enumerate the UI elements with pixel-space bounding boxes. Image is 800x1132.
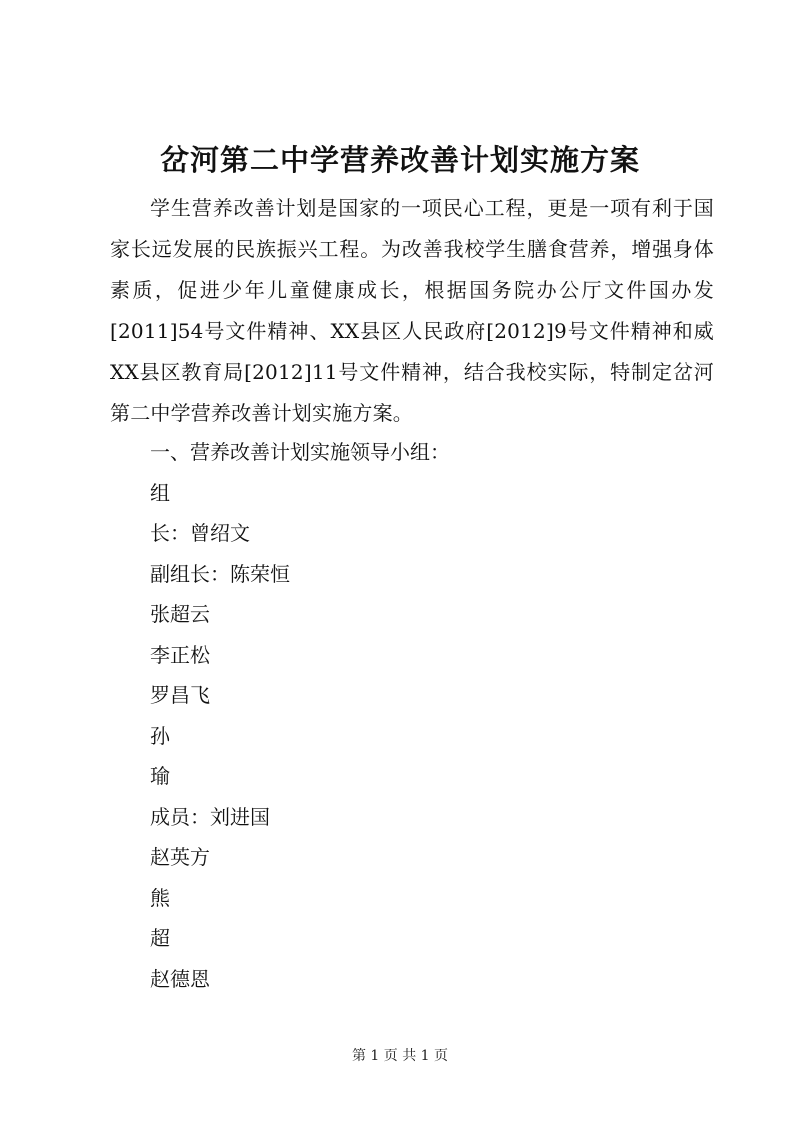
list-item: 赵德恩	[150, 966, 210, 991]
list-item: 李正松	[150, 642, 210, 667]
list-item: 副组长：陈荣恒	[150, 561, 290, 586]
list-item: 赵英方	[150, 845, 210, 869]
list-item: 张超云	[150, 602, 210, 626]
intro-paragraph: 学生营养改善计划是国家的一项民心工程，更是一项有利于国家长远发展的民族振兴工程。为改善我校学生膳食营养，增强身体素质，促进少年儿童健康成长，根据国务院办公厅文件国办发[2011]54号文件精神、XX县区人民政府[2012]9号文件精神和威XX县区教育局[2012]11号文件精神，结合我校实际，特制定岔河第二中学营养改善计划实施方案。	[110, 196, 714, 425]
list-item: 熊	[150, 885, 170, 910]
list-item: 成员：刘进国	[150, 804, 270, 829]
list-item: 组	[150, 480, 170, 505]
list-item: 瑜	[150, 764, 170, 788]
list-item: 孙	[150, 723, 170, 748]
leadership-group-list	[150, 432, 450, 999]
section-heading: 一、营养改善计划实施领导小组：	[150, 440, 450, 464]
document-body	[110, 188, 714, 434]
list-item: 超	[150, 926, 170, 950]
document-title: 岔河第二中学营养改善计划实施方案	[159, 143, 640, 177]
page-footer: 第 1 页 共 1 页	[351, 1048, 449, 1064]
list-item: 罗昌飞	[150, 683, 210, 707]
list-item: 长：曾绍文	[150, 521, 250, 545]
